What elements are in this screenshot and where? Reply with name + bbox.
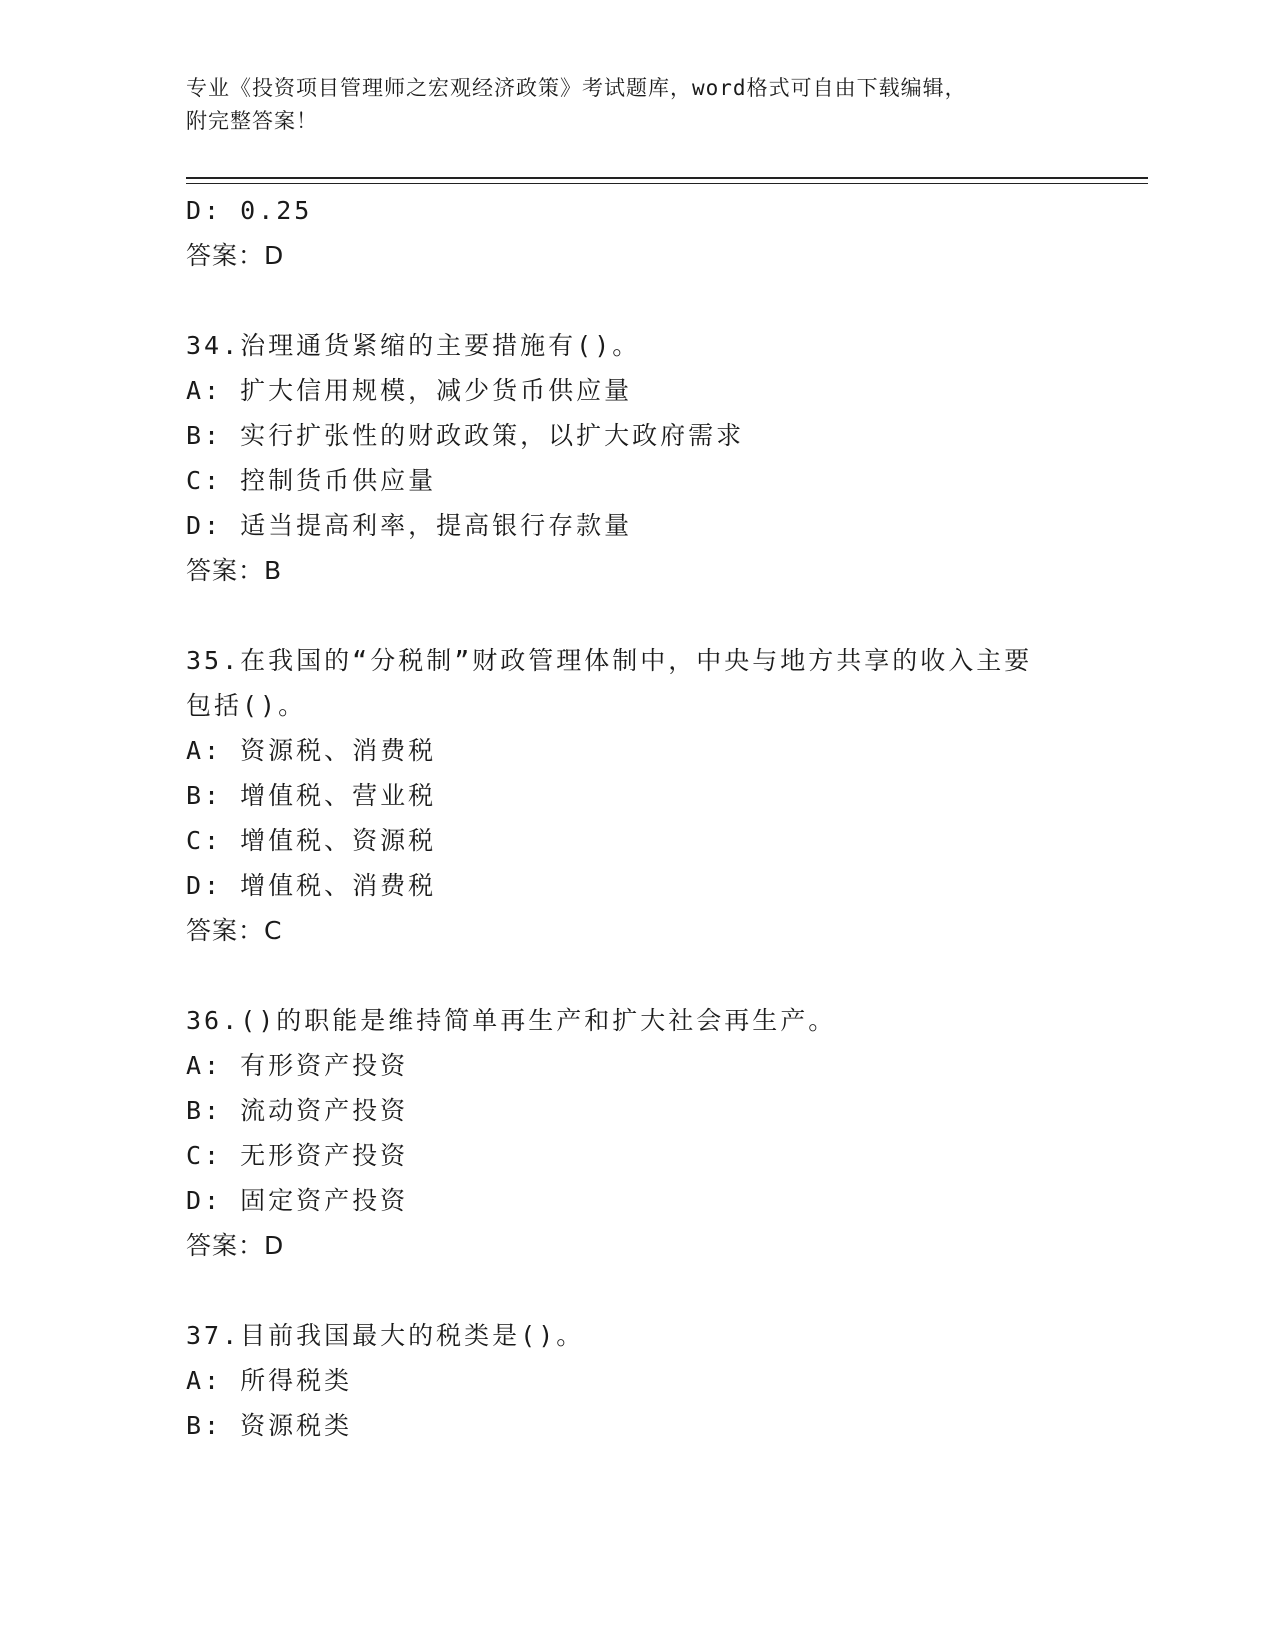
option-d: D: 0.25 — [186, 196, 313, 225]
answer-line: 答案：D — [186, 1231, 285, 1260]
previous-question-tail — [186, 188, 1086, 278]
question-36 — [186, 998, 1086, 1268]
option-a: A: 资源税、消费税 — [186, 736, 437, 765]
option-a: A: 扩大信用规模，减少货币供应量 — [186, 376, 633, 405]
question-stem: 36.()的职能是维持简单再生产和扩大社会再生产。 — [186, 1006, 837, 1035]
option-c: C: 增值税、资源税 — [186, 826, 437, 855]
spacer — [186, 1268, 1086, 1313]
option-a: A: 有形资产投资 — [186, 1051, 409, 1080]
document-header — [186, 72, 1086, 138]
option-d: D: 适当提高利率，提高银行存款量 — [186, 511, 633, 540]
header-line-2: 附完整答案！ — [186, 109, 318, 133]
question-stem: 35.在我国的“分税制”财政管理体制中，中央与地方共享的收入主要 — [186, 646, 1033, 675]
question-35 — [186, 638, 1086, 953]
option-a: A: 所得税类 — [186, 1366, 353, 1395]
option-b: B: 流动资产投资 — [186, 1096, 409, 1125]
question-list — [186, 188, 1086, 1448]
question-stem: 34.治理通货紧缩的主要措施有()。 — [186, 331, 641, 360]
spacer — [186, 278, 1086, 323]
option-b: B: 实行扩张性的财政政策，以扩大政府需求 — [186, 421, 745, 450]
header-divider-thin — [186, 183, 1148, 184]
question-stem-continued: 包括()。 — [186, 691, 307, 720]
header-divider-thick — [186, 177, 1148, 179]
option-c: C: 控制货币供应量 — [186, 466, 437, 495]
option-b: B: 增值税、营业税 — [186, 781, 437, 810]
question-37 — [186, 1313, 1086, 1448]
question-34 — [186, 323, 1086, 593]
option-c: C: 无形资产投资 — [186, 1141, 409, 1170]
option-d: D: 固定资产投资 — [186, 1186, 409, 1215]
question-stem: 37.目前我国最大的税类是()。 — [186, 1321, 585, 1350]
option-b: B: 资源税类 — [186, 1411, 353, 1440]
answer-line: 答案：C — [186, 916, 283, 945]
answer-line: 答案：D — [186, 241, 285, 270]
option-d: D: 增值税、消费税 — [186, 871, 437, 900]
header-line-1: 专业《投资项目管理师之宏观经济政策》考试题库，word格式可自由下载编辑， — [186, 76, 967, 100]
spacer — [186, 593, 1086, 638]
answer-line: 答案：B — [186, 556, 283, 585]
spacer — [186, 953, 1086, 998]
